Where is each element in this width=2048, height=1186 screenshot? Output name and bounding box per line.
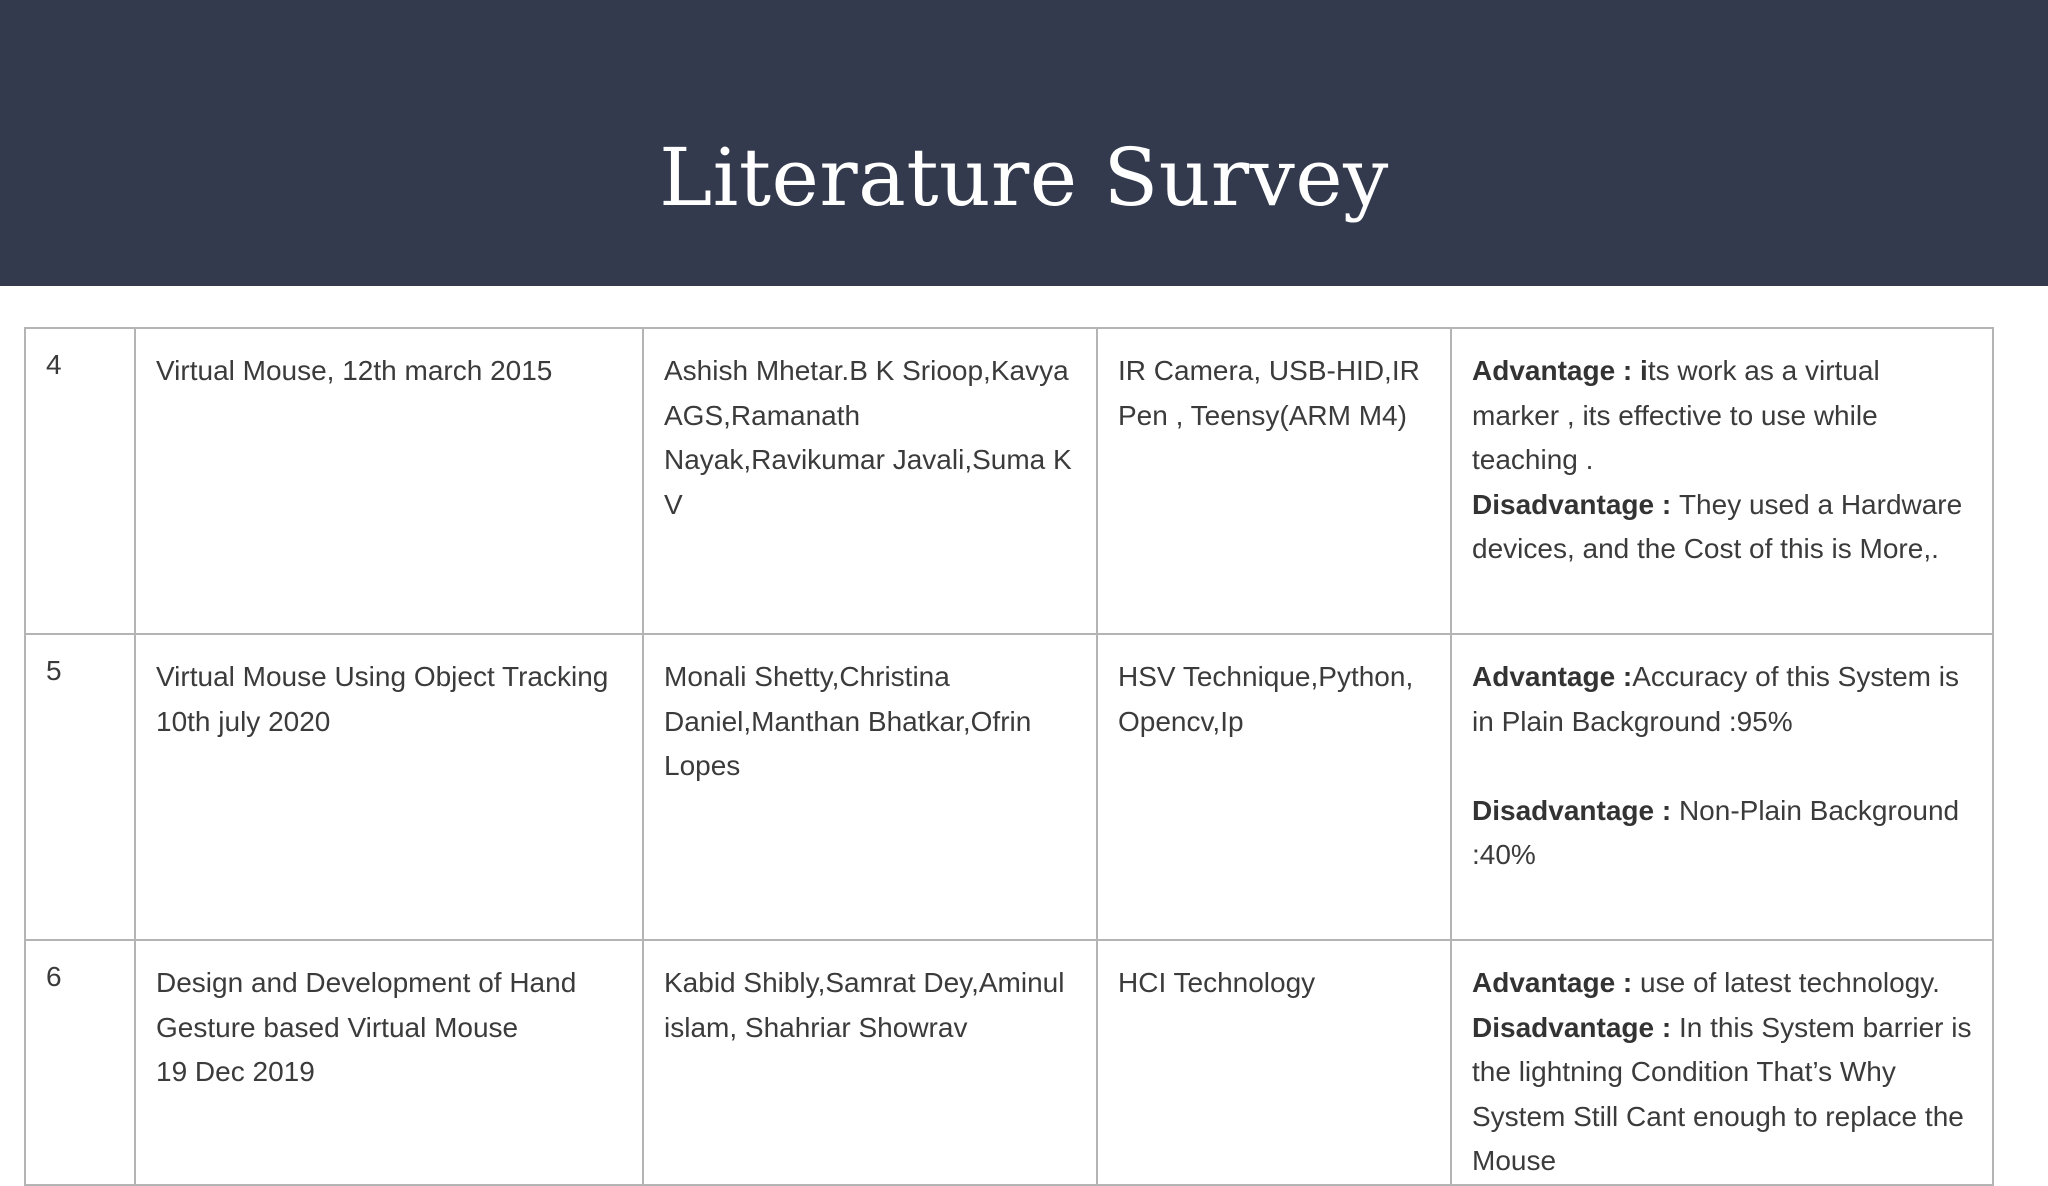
paper-cell (135, 634, 643, 940)
paper-title: Gesture based Virtual Mouse (156, 1011, 519, 1043)
authors-line: Nayak,Ravikumar Javali,Suma K (664, 444, 1072, 475)
authors-line: Kabid Shibly,Samrat Dey,Aminul (664, 967, 1065, 998)
advantage-line (1472, 655, 1972, 700)
authors-cell (643, 634, 1097, 940)
disadvantage-line (1472, 789, 1972, 834)
authors-line: Daniel,Manthan Bhatkar,Ofrin (664, 705, 1032, 737)
advantage-line (1472, 349, 1972, 394)
advantage-text: teaching . (1472, 444, 1594, 475)
paper-date: 19 Dec 2019 (156, 1056, 315, 1087)
authors-line: Lopes (664, 750, 741, 781)
disadvantage-text: the lightning Condition That’s Why (1472, 1056, 1896, 1087)
authors-line: Monali Shetty,Christina (664, 661, 950, 692)
authors-cell (643, 328, 1097, 634)
table-row (25, 634, 1993, 940)
remarks-cell (1451, 634, 1993, 940)
title-banner (0, 0, 2048, 286)
technology-line: HCI Technology (1118, 967, 1316, 998)
technology-line: Opencv,Ip (1118, 705, 1244, 737)
technology-cell (1097, 634, 1451, 940)
disadvantage-label: Disadvantage : (1472, 488, 1679, 520)
advantage-text: use of latest technology. (1640, 967, 1940, 998)
authors-line: AGS,Ramanath (664, 399, 861, 431)
table-row (25, 328, 1993, 634)
advantage-label: Advantage : (1472, 661, 1633, 692)
paper-cell (135, 328, 643, 634)
disadvantage-text: Non-Plain Background (1678, 794, 1960, 826)
disadvantage-line (1472, 483, 1972, 528)
paper-title: Design and Development of Hand (156, 967, 577, 998)
advantage-line (1472, 961, 1972, 1006)
authors-line: V (664, 488, 683, 520)
advantage-initial: i (1640, 355, 1648, 386)
advantage-label: Advantage : (1472, 967, 1641, 998)
technology-line: HSV Technique,Python, (1118, 661, 1414, 692)
authors-line: Ashish Mhetar.B K Srioop,Kavya (664, 355, 1069, 386)
paper-date: 10th july 2020 (156, 705, 331, 737)
blank-line (1472, 744, 1972, 789)
disadvantage-line (1472, 1006, 1972, 1051)
technology-line: IR Camera, USB-HID,IR (1118, 355, 1420, 386)
disadvantage-label: Disadvantage : (1472, 794, 1679, 826)
advantage-label: Advantage : (1472, 355, 1641, 386)
literature-table (24, 327, 1994, 1186)
row-number: 6 (25, 940, 135, 1185)
table-row (25, 940, 1993, 1185)
row-number: 4 (25, 328, 135, 634)
disadvantage-text: :40% (1472, 839, 1536, 870)
advantage-text: marker , its effective to use while (1472, 399, 1878, 431)
disadvantage-text: Mouse (1472, 1145, 1557, 1176)
disadvantage-text: In this System barrier is (1678, 1011, 1972, 1043)
authors-line: islam, Shahriar Showrav (664, 1011, 968, 1043)
disadvantage-text: devices, and the Cost of this is More,. (1472, 533, 1939, 564)
technology-cell (1097, 940, 1451, 1185)
row-number: 5 (25, 634, 135, 940)
disadvantage-label: Disadvantage : (1472, 1011, 1679, 1043)
technology-cell (1097, 328, 1451, 634)
page-title: Literature Survey (659, 131, 1389, 224)
authors-cell (643, 940, 1097, 1185)
paper-title: Virtual Mouse Using Object Tracking (156, 661, 609, 692)
paper-cell (135, 940, 643, 1185)
remarks-cell (1451, 940, 1993, 1185)
remarks-cell (1451, 328, 1993, 634)
advantage-text: ts work as a virtual (1647, 355, 1880, 386)
disadvantage-text: System Still Cant enough to replace the (1472, 1100, 1964, 1132)
technology-line: Pen , Teensy(ARM M4) (1118, 399, 1407, 431)
advantage-text: in Plain Background :95% (1472, 705, 1793, 737)
paper-title: Virtual Mouse, 12th march 2015 (156, 355, 553, 386)
disadvantage-text: They used a Hardware (1678, 488, 1963, 520)
advantage-text: Accuracy of this System is (1632, 661, 1960, 692)
